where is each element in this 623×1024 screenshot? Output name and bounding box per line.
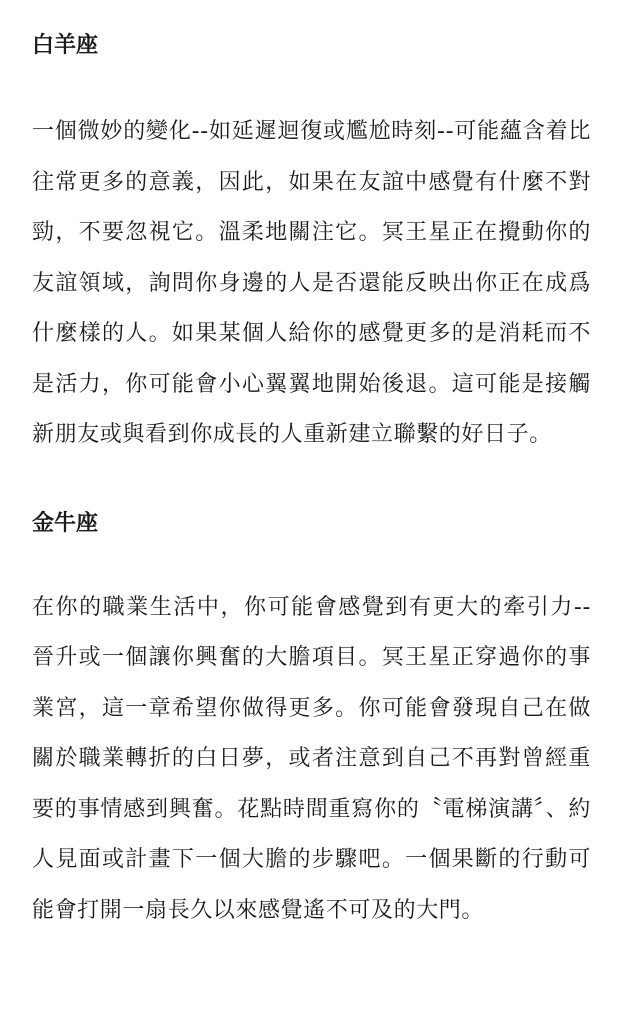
section-title-taurus: 金牛座 — [32, 510, 99, 536]
section-title-aries: 白羊座 — [32, 33, 99, 58]
section-body-taurus: 在你的職業生活中，你可能會感覺到有更大的牽引力--晉升或一個讓你興奮的大膽項目。冥王星正穿過你的事業宮，這一章希望你做得更多。你可能會發現自己在做關於職業轉折的白日夢，或者注意到自己不再對曾經重要的事情感到興奮。花點時間重寫你的〝電梯演講〞、約人見面或計畫下一個大膽的步驟吧。一個果斷的行動可能會打開一扇長久以來感覺遙不可及的大門。 — [32, 594, 591, 923]
section-body-aries: 一個微妙的變化--如延遲迴復或尷尬時刻--可能蘊含着比往常更多的意義，因此，如果在友誼中感覺有什麼不對勁，不要忽視它。溫柔地關注它。冥王星正在攪動你的友誼領域，詢問你身邊的人是否還能反映出你正在成爲什麼樣的人。如果某個人給你的感覺更多的是消耗而不是活力，你可能會小心翼翼地開始後退。這可能是接觸新朋友或與看到你成長的人重新建立聯繫的好日子。 — [32, 119, 591, 447]
